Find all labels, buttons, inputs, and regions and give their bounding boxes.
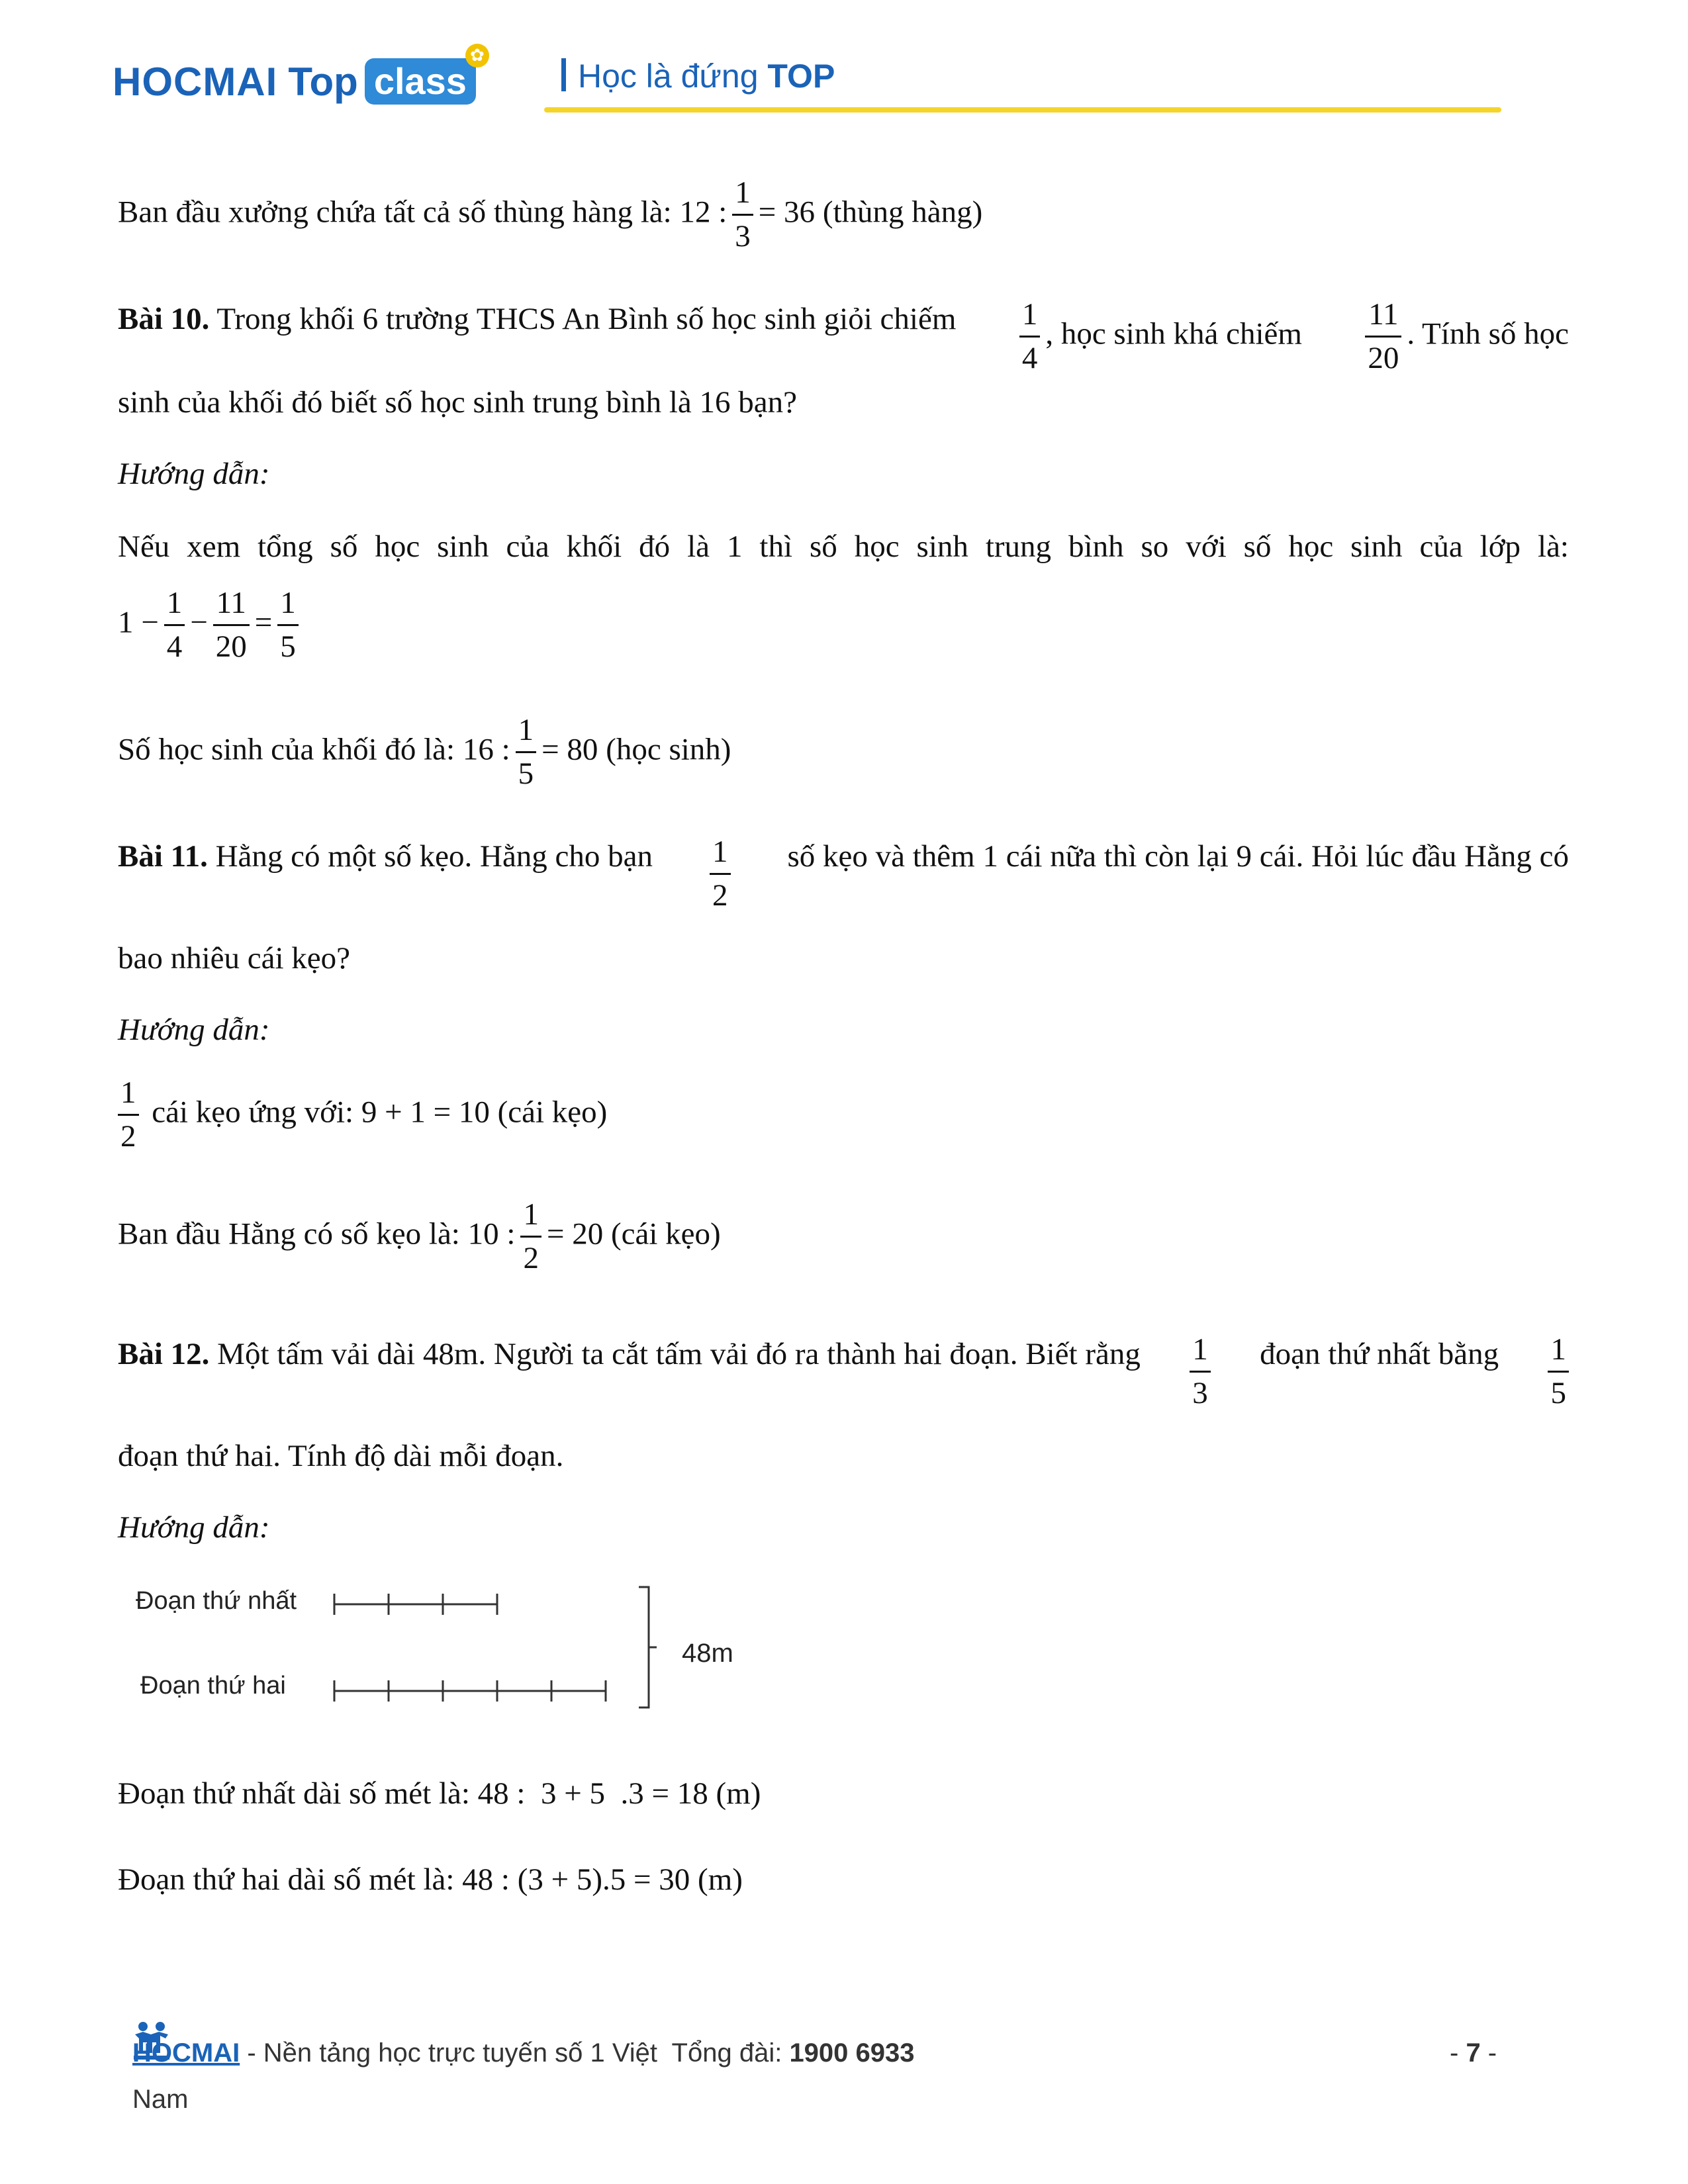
denominator: 3 xyxy=(732,214,753,252)
numerator: 1 xyxy=(712,835,728,869)
denominator: 5 xyxy=(516,751,537,790)
unit: (cái kẹo) xyxy=(497,1095,608,1130)
guide-heading: Hướng dẫn: xyxy=(118,1013,270,1047)
math: = xyxy=(254,605,273,640)
numerator: 1 xyxy=(166,586,183,620)
footer-text: - Nền tảng học trực tuyến số 1 Việt Tổng đài: xyxy=(240,2038,790,2068)
numerator: 11 xyxy=(216,586,246,620)
total-length-label: 48m xyxy=(682,1639,733,1668)
text: Hằng có một số kẹo. Hằng cho bạn xyxy=(215,839,653,874)
page-suffix: - xyxy=(1480,2038,1497,2068)
logo-class-badge xyxy=(365,46,485,105)
logo-hocmai-text: HOCMAI xyxy=(113,59,278,104)
text: Trong khối 6 trường THCS An Bình số học sinh giỏi chiếm xyxy=(216,302,957,336)
numerator: 1 xyxy=(280,586,296,620)
numerator: 1 xyxy=(120,1075,136,1110)
problem-10-statement xyxy=(118,299,1569,374)
problem-11-statement xyxy=(118,837,1569,911)
problem-11-part1 xyxy=(118,837,653,911)
fraction xyxy=(732,177,753,252)
page-value: 7 xyxy=(1466,2038,1481,2068)
fraction xyxy=(118,1077,139,1152)
page-prefix: - xyxy=(1450,2038,1466,2068)
numerator: 1 xyxy=(1192,1332,1208,1367)
text: Ban đầu Hằng có số kẹo là: xyxy=(118,1216,460,1251)
problem-10-line2: sinh của khối đó biết số học sinh trung bình là 16 bạn? xyxy=(118,385,798,420)
text: đoạn thứ nhất bằng xyxy=(1260,1337,1499,1371)
denominator: 20 xyxy=(1365,336,1401,374)
denominator: 2 xyxy=(118,1114,139,1152)
numerator: 1 xyxy=(1550,1332,1566,1367)
segment-diagram xyxy=(318,1582,715,1727)
problem-11-answer xyxy=(118,1199,721,1274)
fraction xyxy=(516,715,537,790)
line-total-boxes xyxy=(118,177,982,252)
unit: (m) xyxy=(698,1862,743,1897)
math: 16 : xyxy=(462,732,510,767)
math: − xyxy=(190,605,208,640)
math: 9 + 1 = 10 xyxy=(361,1095,490,1130)
denominator: 20 xyxy=(213,624,250,662)
guide-heading: Hướng dẫn: xyxy=(118,457,270,491)
text: cái kẹo ứng với: xyxy=(152,1095,354,1130)
hocmai-topclass-logo xyxy=(113,46,485,111)
page-number xyxy=(1450,2038,1497,2068)
text: , học sinh khá chiếm xyxy=(1045,316,1302,351)
unit: (học sinh) xyxy=(606,732,731,767)
numerator: 1 xyxy=(735,175,751,210)
segment-1-label: Đoạn thứ nhất xyxy=(136,1587,297,1615)
problem-11-line2: bao nhiêu cái kẹo? xyxy=(118,941,351,976)
denominator: 5 xyxy=(277,624,299,662)
problem-10-guide-text: Nếu xem tổng số học sinh của khối đó là 1 thì số học sinh trung bình so với số học sinh của lớp là: xyxy=(118,529,1569,564)
footer-phone: 1900 6933 xyxy=(789,2038,915,2068)
brace xyxy=(639,1587,657,1707)
problem-10-equation xyxy=(118,588,304,662)
math: 12 : xyxy=(679,195,727,230)
unit: (thùng hàng) xyxy=(822,195,983,230)
fraction xyxy=(277,588,299,662)
fraction xyxy=(1190,1334,1211,1409)
text: số kẹo và thêm 1 cái nữa thì còn lại 9 cái. Hỏi lúc đầu Hằng có xyxy=(787,839,1569,874)
header-rule xyxy=(544,107,1501,113)
problem-10-part3 xyxy=(1360,299,1569,374)
problem-11-guide-1 xyxy=(118,1077,607,1152)
denominator: 2 xyxy=(710,873,731,911)
fraction xyxy=(1365,299,1401,374)
problem-10-answer xyxy=(118,715,731,790)
segment-2-label: Đoạn thứ hai xyxy=(140,1672,286,1700)
numerator: 1 xyxy=(523,1197,539,1232)
fraction xyxy=(164,588,185,662)
math: = 36 xyxy=(758,195,816,230)
math: 1 − xyxy=(118,605,159,640)
text: Số học sinh của khối đó là: xyxy=(118,732,455,767)
logo-top-text: Top xyxy=(288,59,358,104)
segment-2-line xyxy=(334,1680,606,1702)
fraction xyxy=(1548,1334,1569,1409)
math: = 80 xyxy=(541,732,598,767)
problem-label: Bài 11. xyxy=(118,839,208,874)
tagline-prefix: Học là đứng xyxy=(578,58,759,95)
tagline-bold: TOP xyxy=(767,58,835,95)
problem-12-line2: đoạn thứ hai. Tính độ dài mỗi đoạn. xyxy=(118,1439,564,1473)
numerator: 1 xyxy=(1021,297,1038,332)
problem-12-part1 xyxy=(118,1334,1141,1409)
text: Một tấm vải dài 48m. Người ta cắt tấm vải đó ra thành hai đoạn. Biết rằng xyxy=(217,1337,1141,1371)
footer-brand-link[interactable]: HOCMAI xyxy=(132,2038,240,2068)
numerator: 11 xyxy=(1368,297,1399,332)
fraction xyxy=(1019,299,1041,374)
unit: (cái kẹo) xyxy=(610,1216,721,1251)
footer-text-continued: Nam xyxy=(132,2085,189,2114)
math: = 20 xyxy=(546,1216,604,1251)
math: 48 : 3 + 5 .3 = 18 xyxy=(477,1776,708,1811)
math: 10 : xyxy=(467,1216,516,1251)
segment-1-line xyxy=(334,1594,497,1615)
fraction xyxy=(710,837,731,911)
logo-class-text: class xyxy=(373,60,467,102)
denominator: 4 xyxy=(1019,336,1041,374)
denominator: 5 xyxy=(1548,1371,1569,1409)
text: . Tính số học xyxy=(1407,316,1569,351)
problem-10-part1 xyxy=(118,299,956,374)
fraction xyxy=(213,588,250,662)
text: Ban đầu xưởng chứa tất cả số thùng hàng là: xyxy=(118,195,672,230)
problem-12-answer-1 xyxy=(118,1774,761,1813)
tagline-bar xyxy=(561,58,566,91)
problem-label: Bài 10. xyxy=(118,302,210,336)
guide-heading: Hướng dẫn: xyxy=(118,1510,270,1545)
numerator: 1 xyxy=(518,713,534,747)
text: Đoạn thứ hai dài số mét là: xyxy=(118,1862,455,1897)
text: Đoạn thứ nhất dài số mét là: xyxy=(118,1776,470,1811)
problem-10-part2 xyxy=(1014,299,1302,374)
problem-12-answer-2 xyxy=(118,1860,743,1899)
problem-12-statement xyxy=(118,1334,1569,1409)
denominator: 4 xyxy=(164,624,185,662)
fraction xyxy=(520,1199,541,1274)
math: 48 : (3 + 5).5 = 30 xyxy=(462,1862,690,1897)
star-icon: ✿ xyxy=(465,44,489,68)
denominator: 3 xyxy=(1190,1371,1211,1409)
footer-line xyxy=(132,2038,915,2068)
denominator: 2 xyxy=(520,1236,541,1274)
problem-label: Bài 12. xyxy=(118,1337,210,1371)
unit: (m) xyxy=(716,1776,761,1811)
header-tagline xyxy=(561,57,835,95)
